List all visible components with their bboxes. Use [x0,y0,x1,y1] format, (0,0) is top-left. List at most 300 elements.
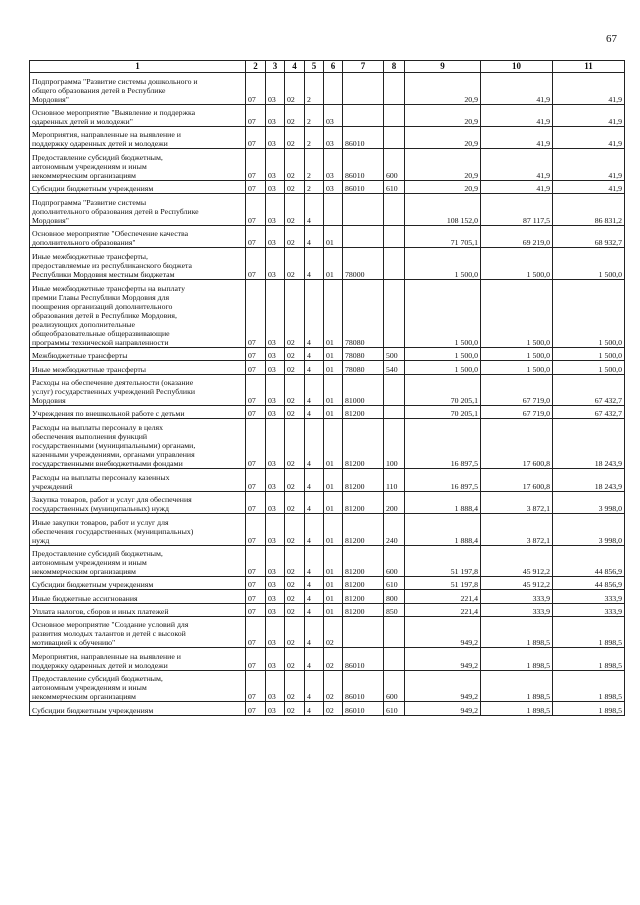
row-name [30,406,246,419]
direction-code: 86010 [343,126,384,148]
program-code: 02 [285,248,305,280]
row-name-line: Иные бюджетные ассигнования [32,593,138,603]
section-code: 07 [246,577,266,590]
amount-col-9: 1 500,0 [405,248,481,280]
section-code: 07 [246,469,266,491]
section-code: 07 [246,702,266,715]
table-row [30,616,625,648]
table-row [30,225,625,247]
program-code: 02 [285,419,305,469]
amount-col-9: 20,9 [405,126,481,148]
amount-col-9: 51 197,8 [405,545,481,577]
subsection-code: 03 [266,279,285,347]
amount-col-9: 1 888,4 [405,514,481,546]
program-code: 02 [285,616,305,648]
subsection-code: 03 [266,545,285,577]
section-code: 07 [246,104,266,126]
row-name-line: Учреждения по внешкольной работе с детьми [32,409,185,419]
section-code: 07 [246,279,266,347]
subprogram-code: 4 [305,545,324,577]
subprogram-code: 4 [305,361,324,374]
amount-col-11: 67 432,7 [553,374,625,406]
direction-code: 78080 [343,348,384,361]
program-code: 02 [285,406,305,419]
table-row [30,491,625,513]
row-name-line: премии Главы Республики Мордовия для [32,293,170,303]
program-code: 02 [285,514,305,546]
row-name-line: автономным учреждениям и иным [32,161,147,171]
activity-code: 01 [324,361,343,374]
amount-col-9: 16 897,5 [405,469,481,491]
activity-code: 03 [324,104,343,126]
row-name-line: дополнительного образования детей в Республике [32,206,199,216]
row-name-line: поддержку одаренных детей и молодежи [32,139,168,149]
activity-code: 01 [324,374,343,406]
row-name-line: предоставляемые из республиканского бюджета [32,260,193,270]
program-code: 02 [285,279,305,347]
table-row [30,406,625,419]
section-code: 07 [246,194,266,226]
row-name [30,545,246,577]
row-name-line: Мордовия" [32,94,69,104]
row-name [30,279,246,347]
direction-code: 86010 [343,702,384,715]
row-name [30,702,246,715]
activity-code: 01 [324,514,343,546]
activity-code: 02 [324,648,343,670]
subsection-code: 03 [266,348,285,361]
direction-code: 86010 [343,149,384,181]
direction-code: 81200 [343,577,384,590]
expense-type-code: 610 [384,577,405,590]
table-row [30,545,625,577]
subsection-code: 03 [266,126,285,148]
row-name-line: общего образования детей в Республике [32,85,166,95]
row-name-line: Мордовия" [32,215,69,225]
amount-col-10: 41,9 [481,149,553,181]
table-row [30,104,625,126]
direction-code: 81200 [343,545,384,577]
table-row [30,419,625,469]
row-name [30,225,246,247]
program-code: 02 [285,348,305,361]
expense-type-code: 540 [384,361,405,374]
row-name-line: Основное мероприятие "Выявление и поддержка [32,107,196,117]
section-code: 07 [246,361,266,374]
table-row [30,194,625,226]
expense-type-code [384,406,405,419]
column-header-2: 2 [246,61,266,73]
activity-code: 01 [324,225,343,247]
amount-col-11: 1 500,0 [553,348,625,361]
direction-code: 81200 [343,406,384,419]
section-code: 07 [246,419,266,469]
activity-code: 03 [324,180,343,193]
amount-col-10: 1 500,0 [481,279,553,347]
activity-code: 01 [324,577,343,590]
subprogram-code: 4 [305,603,324,616]
subprogram-code: 4 [305,469,324,491]
subsection-code: 03 [266,361,285,374]
row-name-line: Субсидии бюджетным учреждениям [32,184,154,194]
direction-code [343,194,384,226]
table-row [30,73,625,105]
amount-col-10: 67 719,0 [481,406,553,419]
amount-col-10: 67 719,0 [481,374,553,406]
subprogram-code: 4 [305,514,324,546]
row-name [30,149,246,181]
activity-code: 01 [324,590,343,603]
expense-type-code [384,374,405,406]
amount-col-11: 41,9 [553,180,625,193]
direction-code: 86010 [343,180,384,193]
subprogram-code: 4 [305,374,324,406]
amount-col-11: 1 898,5 [553,616,625,648]
direction-code: 78080 [343,361,384,374]
amount-col-11: 41,9 [553,73,625,105]
amount-col-11: 18 243,9 [553,419,625,469]
amount-col-10: 1 898,5 [481,616,553,648]
row-name [30,648,246,670]
subsection-code: 03 [266,104,285,126]
expense-type-code [384,648,405,670]
row-name-line: государственных (муниципальных) нужд [32,504,170,514]
section-code: 07 [246,545,266,577]
expense-type-code [384,194,405,226]
row-name-line: обеспечения государственных (муниципальных) [32,526,194,536]
amount-col-11: 1 898,5 [553,702,625,715]
amount-col-9: 20,9 [405,104,481,126]
amount-col-10: 41,9 [481,73,553,105]
section-code: 07 [246,149,266,181]
direction-code: 81200 [343,419,384,469]
expense-type-code: 240 [384,514,405,546]
activity-code: 03 [324,126,343,148]
row-name [30,577,246,590]
table-row [30,126,625,148]
amount-col-9: 1 888,4 [405,491,481,513]
subprogram-code: 2 [305,73,324,105]
subprogram-code: 4 [305,348,324,361]
direction-code: 81000 [343,374,384,406]
subsection-code: 03 [266,406,285,419]
subsection-code: 03 [266,577,285,590]
amount-col-11: 3 998,0 [553,514,625,546]
amount-col-11: 44 856,9 [553,545,625,577]
subprogram-code: 4 [305,419,324,469]
table-row [30,374,625,406]
program-code: 02 [285,577,305,590]
row-name-line: поощрения организаций дополнительного [32,302,173,312]
row-name-line: обеспечения выполнения функций [32,432,148,442]
row-name-line: Закупка товаров, работ и услуг для обеспечения [32,495,192,505]
table-row [30,248,625,280]
section-code: 07 [246,514,266,546]
program-code: 02 [285,603,305,616]
subsection-code: 03 [266,469,285,491]
row-name-line: казенными учреждениями, органами управления [32,450,195,460]
table-row [30,702,625,715]
subprogram-code: 4 [305,279,324,347]
direction-code: 81200 [343,514,384,546]
row-name [30,180,246,193]
row-name-line: автономным учреждениям и иным [32,558,147,568]
row-name-line: Субсидии бюджетным учреждениям [32,705,154,715]
subprogram-code: 2 [305,149,324,181]
subsection-code: 03 [266,514,285,546]
expense-type-code: 110 [384,469,405,491]
amount-col-9: 1 500,0 [405,279,481,347]
table-row [30,149,625,181]
column-header-5: 5 [305,61,324,73]
amount-col-9: 221,4 [405,590,481,603]
row-name [30,126,246,148]
row-name-line: Иные межбюджетные трансферты на выплату [32,284,185,294]
program-code: 02 [285,225,305,247]
expense-type-code: 100 [384,419,405,469]
table-row [30,469,625,491]
section-code: 07 [246,670,266,702]
row-name-line: одаренных детей и молодежи" [32,116,133,126]
row-name [30,361,246,374]
row-name-line: Иные межбюджетные трансферты, [32,251,148,261]
activity-code: 02 [324,670,343,702]
expense-type-code [384,248,405,280]
amount-col-11: 67 432,7 [553,406,625,419]
amount-col-9: 221,4 [405,603,481,616]
subsection-code: 03 [266,603,285,616]
amount-col-10: 17 600,8 [481,419,553,469]
amount-col-11: 1 500,0 [553,248,625,280]
table-row [30,514,625,546]
direction-code: 86010 [343,648,384,670]
table-row [30,279,625,347]
amount-col-9: 949,2 [405,702,481,715]
subprogram-code: 4 [305,670,324,702]
amount-col-11: 1 898,5 [553,670,625,702]
subprogram-code: 4 [305,702,324,715]
row-name-line: учреждений [32,481,73,491]
row-name-line: автономным учреждениям и иным [32,683,147,693]
subprogram-code: 4 [305,406,324,419]
section-code: 07 [246,73,266,105]
amount-col-10: 45 912,2 [481,545,553,577]
row-name-line: некоммерческим организациям [32,170,136,180]
activity-code: 02 [324,702,343,715]
program-code: 02 [285,491,305,513]
expense-type-code: 600 [384,545,405,577]
program-code: 02 [285,361,305,374]
subsection-code: 03 [266,374,285,406]
subsection-code: 03 [266,73,285,105]
section-code: 07 [246,348,266,361]
direction-code: 78080 [343,279,384,347]
program-code: 02 [285,374,305,406]
amount-col-10: 45 912,2 [481,577,553,590]
activity-code: 03 [324,149,343,181]
subsection-code: 03 [266,648,285,670]
row-name-line: Расходы на обеспечение деятельности (оказание [32,378,194,388]
amount-col-10: 69 219,0 [481,225,553,247]
row-name-line: Расходы на выплаты персоналу казенных [32,472,170,482]
subprogram-code: 4 [305,225,324,247]
row-name-line: государственными внебюджетными фондами [32,459,183,469]
expense-type-code: 500 [384,348,405,361]
row-name-line: Расходы на выплаты персоналу в целях [32,423,163,433]
amount-col-11: 1 500,0 [553,361,625,374]
subsection-code: 03 [266,419,285,469]
amount-col-9: 949,2 [405,648,481,670]
section-code: 07 [246,225,266,247]
section-code: 07 [246,406,266,419]
subsection-code: 03 [266,180,285,193]
table-row [30,180,625,193]
direction-code: 86010 [343,670,384,702]
row-name-line: Уплата налогов, сборов и иных платежей [32,606,169,616]
section-code: 07 [246,180,266,193]
amount-col-10: 1 500,0 [481,361,553,374]
subprogram-code: 2 [305,126,324,148]
subprogram-code: 2 [305,104,324,126]
expense-type-code [384,73,405,105]
program-code: 02 [285,73,305,105]
row-name-line: поддержку одаренных детей и молодежи [32,660,168,670]
subsection-code: 03 [266,149,285,181]
program-code: 02 [285,469,305,491]
subsection-code: 03 [266,616,285,648]
column-header-7: 7 [343,61,384,73]
row-name-line: Предоставление субсидий бюджетным, [32,549,163,559]
amount-col-10: 87 117,5 [481,194,553,226]
amount-col-9: 20,9 [405,180,481,193]
column-header-4: 4 [285,61,305,73]
expense-type-code [384,279,405,347]
subsection-code: 03 [266,194,285,226]
program-code: 02 [285,590,305,603]
activity-code: 01 [324,406,343,419]
row-name [30,603,246,616]
table-row [30,590,625,603]
row-name-line: нужд [32,535,50,545]
amount-col-10: 1 898,5 [481,670,553,702]
amount-col-9: 1 500,0 [405,361,481,374]
amount-col-11: 3 998,0 [553,491,625,513]
table-row [30,348,625,361]
amount-col-10: 1 500,0 [481,348,553,361]
amount-col-9: 20,9 [405,149,481,181]
budget-table [29,60,625,716]
direction-code [343,225,384,247]
expense-type-code [384,616,405,648]
program-code: 02 [285,194,305,226]
row-name [30,590,246,603]
row-name-line: некоммерческим организациям [32,567,136,577]
amount-col-10: 3 872,1 [481,491,553,513]
expense-type-code [384,126,405,148]
row-name [30,104,246,126]
subsection-code: 03 [266,491,285,513]
expense-type-code: 800 [384,590,405,603]
activity-code [324,194,343,226]
row-name-line: программы технической направленности [32,338,169,348]
amount-col-11: 41,9 [553,149,625,181]
amount-col-9: 949,2 [405,670,481,702]
amount-col-9: 51 197,8 [405,577,481,590]
row-name-line: Основное мероприятие "Обеспечение качества [32,229,189,239]
row-name [30,469,246,491]
amount-col-11: 333,9 [553,603,625,616]
direction-code: 81200 [343,491,384,513]
subsection-code: 03 [266,225,285,247]
row-name [30,491,246,513]
expense-type-code: 610 [384,180,405,193]
subsection-code: 03 [266,670,285,702]
table-header-row [30,61,625,73]
table-row [30,361,625,374]
program-code: 02 [285,149,305,181]
row-name-line: государственными (муниципальными) органами, [32,441,196,451]
section-code: 07 [246,648,266,670]
subprogram-code: 4 [305,616,324,648]
program-code: 02 [285,648,305,670]
program-code: 02 [285,104,305,126]
row-name [30,348,246,361]
amount-col-10: 41,9 [481,126,553,148]
amount-col-10: 333,9 [481,590,553,603]
subsection-code: 03 [266,702,285,715]
activity-code: 01 [324,279,343,347]
column-header-1: 1 [30,61,246,73]
column-header-11: 11 [553,61,625,73]
row-name [30,374,246,406]
section-code: 07 [246,590,266,603]
row-name-line: Основное мероприятие "Создание условий для [32,620,189,630]
section-code: 07 [246,374,266,406]
amount-col-9: 71 705,1 [405,225,481,247]
program-code: 02 [285,545,305,577]
row-name-line: Межбюджетные трансферты [32,351,128,361]
activity-code [324,73,343,105]
row-name [30,514,246,546]
page-number: 67 [606,33,617,45]
direction-code [343,616,384,648]
subsection-code: 03 [266,248,285,280]
subprogram-code: 2 [305,180,324,193]
row-name [30,670,246,702]
row-name-line: общеобразовательные общеразвивающие [32,329,170,339]
row-name [30,194,246,226]
row-name-line: реализующих дополнительные [32,320,135,330]
row-name-line: мотивацией к обучению" [32,638,116,648]
section-code: 07 [246,616,266,648]
amount-col-10: 41,9 [481,180,553,193]
expense-type-code: 610 [384,702,405,715]
row-name-line: Предоставление субсидий бюджетным, [32,152,163,162]
amount-col-11: 333,9 [553,590,625,603]
amount-col-11: 41,9 [553,104,625,126]
activity-code: 01 [324,348,343,361]
row-name-line: Иные межбюджетные трансферты [32,364,147,374]
activity-code: 01 [324,545,343,577]
amount-col-10: 1 898,5 [481,648,553,670]
expense-type-code: 600 [384,670,405,702]
column-header-6: 6 [324,61,343,73]
activity-code: 01 [324,491,343,513]
amount-col-11: 1 898,5 [553,648,625,670]
column-header-3: 3 [266,61,285,73]
row-name-line: Подпрограмма "Развитие системы [32,197,147,207]
direction-code [343,104,384,126]
